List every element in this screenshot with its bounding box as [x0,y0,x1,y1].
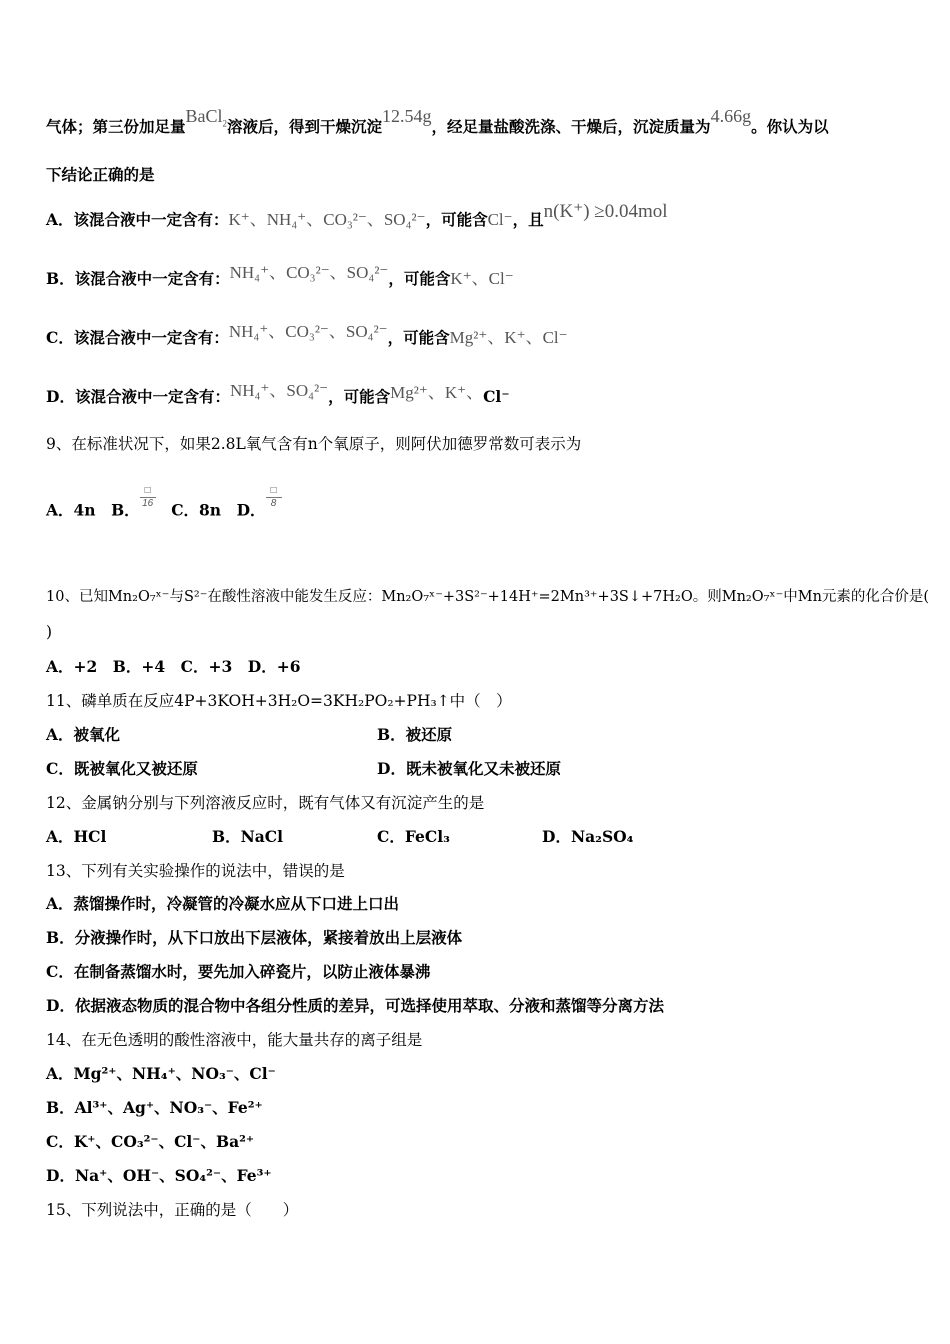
q14-stem: 14、在无色透明的酸性溶液中，能大量共存的离子组是 [46,1031,423,1049]
option-a-cl: Cl⁻ [487,210,513,229]
option-b-ions: NH₄⁺、CO₃²⁻、SO₄²⁻ [229,263,389,282]
q14-option-c: C．K⁺、CO₃²⁻、Cl⁻、Ba²⁺ [46,1132,255,1151]
option-a-ions: K⁺、NH₄⁺、CO₃²⁻、SO₄²⁻ [228,210,426,229]
q8-option-c: C．该混合液中一定含有：NH₄⁺、CO₃²⁻、SO₄²⁻，可能含Mg²⁺、K⁺、Cl⁻ [46,322,568,347]
fraction-n-over-16: $\frac{□}{16}$ [140,485,156,510]
bacl2-formula: BaCl$_2$ [185,106,228,129]
q12-option-b: B．NaCl [212,827,284,846]
q14-option-b: B．Al³⁺、Ag⁺、NO₃⁻、Fe²⁺ [46,1098,263,1117]
q11-option-d: D．既未被氧化又未被还原 [377,759,561,778]
q12-option-a: A．HCl [46,827,107,846]
q9-stem: 9、在标准状况下，如果2.8L氧气含有n个氧原子，则阿伏加德罗常数可表示为 [46,435,582,453]
mass-12-54: 12.54g [382,106,432,126]
q14-option-d: D．Na⁺、OH⁻、SO₄²⁻、Fe³⁺ [46,1166,272,1185]
q11-option-b: B．被还原 [377,725,453,744]
option-a-condition: n(K⁺) ≥0.04mol [543,201,668,222]
option-d-maybe: Mg²⁺、K⁺、 [390,383,484,402]
q12-stem: 12、金属钠分别与下列溶液反应时，既有气体又有沉淀产生的是 [46,794,485,812]
q8-line1: 气体；第三份加足量BaCl$_2$溶液后，得到干燥沉淀12.54g，经足量盐酸洗涤、干燥后，沉淀质量为4.66g。你认为以 [46,106,829,136]
mass-4-66: 4.66g [710,106,752,126]
q11-stem: 11、磷单质在反应4P+3KOH+3H₂O=3KH₂PO₂+PH₃↑中（ ） [46,692,512,710]
option-c-ions: NH₄⁺、CO₃²⁻、SO₄²⁻ [228,322,388,341]
q9-options: A．4n B． $\frac{□}{16}$ C．8n D． $\frac{□}{8}$ [46,499,282,524]
q10-options: A．+2 B．+4 C．+3 D．+6 [46,657,301,676]
q10-close-paren: ) [46,623,53,641]
q13-stem: 13、下列有关实验操作的说法中，错误的是 [46,862,345,880]
q8-option-a: A．该混合液中一定含有：K⁺、NH₄⁺、CO₃²⁻、SO₄²⁻，可能含Cl⁻，且n(K⁺) ≥0.04mol [46,201,668,229]
q11-option-c: C．既被氧化又被还原 [46,759,198,778]
q8-option-b: B．该混合液中一定含有：NH₄⁺、CO₃²⁻、SO₄²⁻，可能含K⁺、Cl⁻ [46,263,514,288]
q11-option-a: A．被氧化 [46,725,121,744]
fraction-n-over-8: $\frac{□}{8}$ [266,485,282,510]
q12-option-d: D．Na₂SO₄ [542,827,634,846]
option-d-ions: NH₄⁺、SO₄²⁻ [229,381,329,400]
q13-option-b: B．分液操作时，从下口放出下层液体，紧接着放出上层液体 [46,928,463,947]
q8-option-d: D．该混合液中一定含有：NH₄⁺、SO₄²⁻，可能含Mg²⁺、K⁺、Cl⁻ [46,381,510,406]
q15-stem: 15、下列说法中，正确的是（ ） [46,1201,299,1219]
q13-option-d: D．依据液态物质的混合物中各组分性质的差异，可选择使用萃取、分液和蒸馏等分离方法 [46,996,664,1015]
option-d-cl: Cl⁻ [483,387,510,406]
option-b-maybe: K⁺、Cl⁻ [450,269,514,288]
q14-option-a: A．Mg²⁺、NH₄⁺、NO₃⁻、Cl⁻ [46,1064,276,1083]
q13-option-c: C．在制备蒸馏水时，要先加入碎瓷片，以防止液体暴沸 [46,962,431,981]
q12-option-c: C．FeCl₃ [377,827,450,846]
q10-stem: 10、已知Mn₂O₇ˣ⁻与S²⁻在酸性溶液中能发生反应：Mn₂O₇ˣ⁻+3S²⁻+14H⁺=2Mn³⁺+3S↓+7H₂O。则Mn₂O₇ˣ⁻中Mn元素的化合价是( [46,589,930,605]
q13-option-a: A．蒸馏操作时，冷凝管的冷凝水应从下口进上口出 [46,894,400,913]
q8-line2: 下结论正确的是 [46,165,155,184]
option-c-maybe: Mg²⁺、K⁺、Cl⁻ [449,328,568,347]
